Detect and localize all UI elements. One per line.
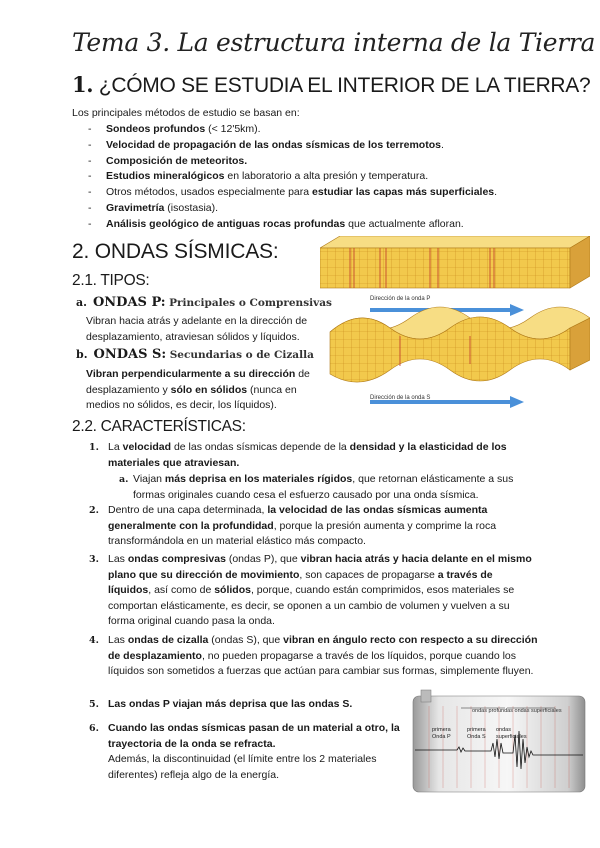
method-item: - Análisis geológico de antiguas rocas profundas que actualmente afloran.: [88, 217, 538, 233]
method-item: - Gravimetría (isostasia).: [88, 201, 538, 217]
seismogram-label-surface: ondas superficiales: [496, 727, 527, 740]
characteristic-2: 2. Dentro de una capa determinada, la velocidad de las ondas sísmicas aumenta generalmente con la profundidad, porque la presión aumenta y comprime la roca transformándola en un material elástico más compacto.: [89, 504, 497, 547]
section-1-number: 1.: [72, 72, 94, 97]
subsection-tipos-heading: 2.1. TIPOS:: [72, 272, 150, 289]
subsection-caracteristicas-heading: 2.2. CARACTERÍSTICAS:: [72, 418, 246, 435]
wave-p-heading: a. ONDAS P: Principales o Comprensivas: [76, 295, 332, 310]
seismogram-figure: [405, 688, 590, 796]
characteristic-5: 5. Las ondas P viajan más deprisa que las ondas S.: [89, 698, 353, 710]
p-direction-caption: Dirección de la onda P: [370, 296, 431, 302]
method-item: - Sondeos profundos (< 12'5km).: [88, 122, 538, 138]
wave-p-description: Vibran hacia atrás y adelante en la dirección de desplazamiento, atraviesan sólidos y líquidos.: [86, 315, 308, 343]
method-item: - Otros métodos, usados especialmente para estudiar las capas más superficiales.: [88, 185, 538, 201]
seismic-waves-figure: [320, 236, 590, 416]
s-wave-block: [330, 307, 590, 382]
methods-list: [88, 122, 538, 233]
method-item: - Composición de meteoritos.: [88, 154, 538, 170]
method-item: - Estudios mineralógicos en laboratorio a alta presión y temperatura.: [88, 169, 538, 185]
characteristic-1a: a. Viajan más deprisa en los materiales rígidos, que retornan elásticamente a sus formas originales cuando cesa el esfuerzo causado por una onda sísmica.: [119, 473, 514, 501]
characteristic-4: 4. Las ondas de cizalla (ondas S), que vibran en ángulo recto con respecto a su dirección de desplazamiento, no pueden propagarse a través de los líquidos, porque cuando los líquidos son sometidos a fuerzas que actúan para cambiar sus formas, simplemente fluyen.: [89, 634, 538, 677]
s-direction-caption: Dirección de la onda S: [370, 395, 431, 401]
wave-s-heading: b. ONDAS S: Secundarias o de Cizalla: [76, 347, 314, 362]
section-1-intro: Los principales métodos de estudio se basan en:: [72, 107, 300, 119]
characteristic-3: 3. Las ondas compresivas (ondas P), que vibran hacia atrás y hacia delante en el mismo plano que su dirección de movimiento, son capaces de propagarse a través de líquidos, así como de sólidos, porque, cuando están comprimidos, esos materiales se comportan elásticamente, es decir, se oponen a un cambio de volumen y vuelven a su forma original cuando pasa la onda.: [89, 553, 532, 627]
characteristic-6: 6. Cuando las ondas sísmicas pasan de un material a otro, la trayectoria de la onda se refracta. Además, la discontinuidad (el límite entre los 2 materiales diferentes) refleja algo de la energía.: [89, 722, 400, 781]
wave-s-description: Vibran perpendicularmente a su dirección de desplazamiento y sólo en sólidos (nunca en medios no sólidos, es decir, los líquidos).: [86, 368, 310, 411]
section-2-heading: 2. ONDAS SÍSMICAS:: [72, 240, 279, 263]
section-1-heading: [72, 72, 590, 98]
seismogram-top-label: ondas profundas ondas superficiales: [472, 708, 562, 714]
method-item: - Velocidad de propagación de las ondas sísmicas de los terremotos.: [88, 138, 538, 154]
section-1-heading-text: ¿CÓMO SE ESTUDIA EL INTERIOR DE LA TIERRA?: [98, 74, 591, 97]
characteristic-1: 1. La velocidad de las ondas sísmicas depende de la densidad y la elasticidad de los materiales que atraviesan.: [89, 441, 507, 469]
page-title: Tema 3. La estructura interna de la Tierra: [72, 28, 596, 57]
seismogram-label-s: primera Onda S: [467, 727, 486, 740]
seismogram-label-p: primera Onda P: [432, 727, 451, 740]
p-wave-block: [320, 236, 590, 288]
